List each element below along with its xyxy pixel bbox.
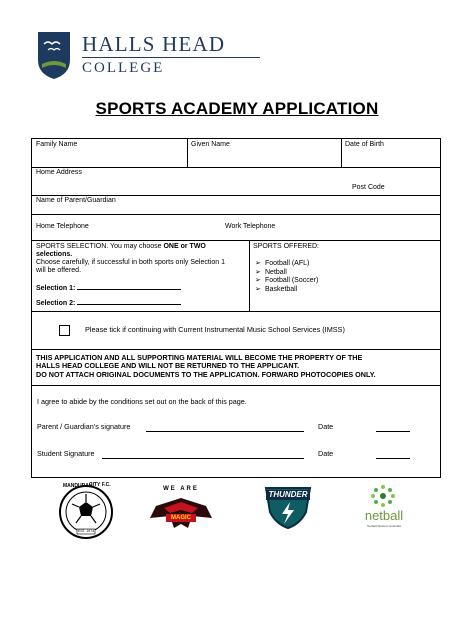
est-text: EST. 1974 [78,529,95,533]
page-title: SPORTS ACADEMY APPLICATION [95,99,379,118]
selection-1-label [36,282,181,293]
given-name-field[interactable]: Given Name [191,141,230,148]
netball-wa-logo [356,484,412,530]
parent-name-field[interactable]: Name of Parent/Guardian [36,197,116,204]
arrow-bullet-icon: ➢ [255,268,261,276]
row-divider [32,195,440,196]
parent-date-label: Date [318,422,334,431]
netball-subtitle: Netball Western Australia [367,524,401,528]
family-name-field[interactable]: Family Name [36,141,78,148]
college-name-line2: COLLEGE [82,60,165,76]
sport-label: Football (Soccer) [265,277,319,284]
row-divider [32,240,440,241]
netball-wordmark: netball [364,508,404,523]
imss-label: Please tick if continuing with Current Instrumental Music School Services (IMSS) [85,325,345,334]
sport-label: Football (AFL) [265,260,310,267]
row-divider [32,349,440,350]
mandurah-magic-logo [146,484,216,534]
magic-text: MAGIC [171,515,191,521]
student-signature-label: Student Signature [37,449,95,458]
mandurah-city-fc-logo [55,478,117,542]
thunder-text: THUNDER [268,490,308,499]
selection-intro-text: SPORTS SELECTION. You may choose [36,243,164,250]
date-of-birth-field[interactable]: Date of Birth [345,141,384,148]
selection-2-label [36,297,181,308]
row-divider [32,385,440,386]
selection-2-input[interactable] [77,297,181,305]
selection-2-text: Selection 2: [36,300,76,307]
selection-1-input[interactable] [77,282,181,290]
warning-line1: THIS APPLICATION AND ALL SUPPORTING MATERIAL WILL BECOME THE PROPERTY OF THE [36,353,363,362]
student-signature-line[interactable] [102,451,304,459]
mandurah-text: MANDURAH [63,483,93,489]
netball-dots-icon [370,484,396,508]
arrow-bullet-icon: ➢ [255,285,261,293]
list-item [255,286,318,295]
warning-line2: HALLS HEAD COLLEGE AND WILL NOT BE RETURNED TO THE APPLICANT. [36,361,300,371]
sports-offered-list [255,260,318,294]
property-warning [36,354,436,379]
warning-line3: DO NOT ATTACH ORIGINAL DOCUMENTS TO THE APPLICATION. FORWARD PHOTOCOPIES ONLY. [36,369,376,379]
list-item [255,260,318,269]
row-divider [32,214,440,215]
list-item [255,269,318,278]
selection-intro-emphasis: ONE or TWO [163,243,206,250]
sport-label: Netball [265,268,287,276]
imss-checkbox[interactable] [59,325,70,336]
we-are-text: WE ARE [163,486,199,492]
agreement-text: I agree to abide by the conditions set out on the back of this page. [37,397,247,406]
row-divider [32,167,440,168]
parent-signature-label: Parent / Guardian’s signature [37,422,131,431]
college-name-rule [82,57,260,58]
parent-signature-line[interactable] [146,424,304,432]
application-form [31,138,441,478]
selection-note-line1: Choose carefully, if successful in both sports only Selection 1 [36,259,225,266]
city-fc-text: CITY F.C. [89,482,111,488]
selection-intro [36,243,206,251]
selection-intro-continued: selections. [36,251,73,258]
column-divider [249,240,250,311]
list-item [255,277,318,286]
student-date-line[interactable] [376,451,410,459]
selection-note-line2: will be offered. [36,267,82,274]
row-divider [32,311,440,312]
sport-label: Basketball [265,285,298,293]
column-divider [187,139,188,167]
work-telephone-field[interactable]: Work Telephone [225,223,276,230]
home-telephone-field[interactable]: Home Telephone [36,223,89,230]
column-divider [341,139,342,167]
college-logo [36,30,236,82]
parent-date-line[interactable] [376,424,410,432]
sports-offered-heading: SPORTS OFFERED: [253,243,319,250]
magic-wings-icon [148,494,214,532]
college-crest-icon [36,30,72,80]
post-code-field[interactable]: Post Code [352,184,385,191]
arrow-bullet-icon: ➢ [255,260,261,267]
student-date-label: Date [318,449,334,458]
selection-1-text: Selection 1: [36,285,76,292]
home-address-field[interactable]: Home Address [36,169,82,176]
college-name-line1: HALLS HEAD [82,32,226,56]
arrow-bullet-icon: ➢ [255,277,261,284]
perth-thunder-logo [262,484,314,530]
